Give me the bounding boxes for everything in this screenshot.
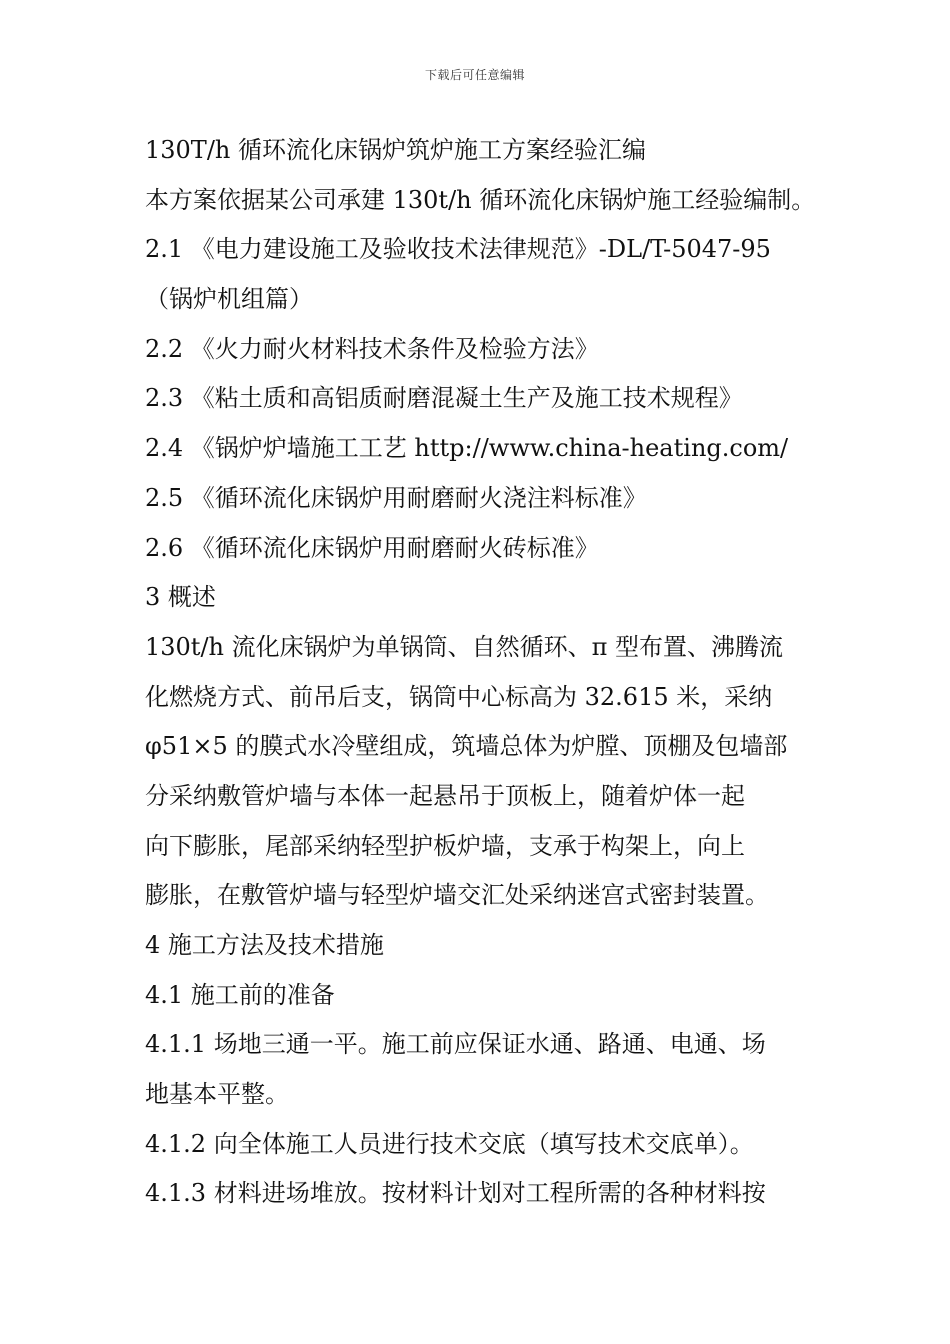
item-4-1-1: 4.1.1 场地三通一平。施工前应保证水通、路通、电通、场 bbox=[145, 1030, 766, 1059]
section-heading-3: 3 概述 bbox=[145, 583, 216, 612]
overview-paragraph-line: 分采纳敷管炉墙与本体一起悬吊于顶板上，随着炉体一起 bbox=[145, 781, 745, 810]
reference-2-2: 2.2 《火力耐火材料技术条件及检验方法》 bbox=[145, 334, 599, 363]
reference-2-4: 2.4 《锅炉炉墙施工工艺 http://www.china-heating.com/ bbox=[145, 434, 789, 463]
item-4-1-2: 4.1.2 向全体施工人员进行技术交底（填写技术交底单）。 bbox=[145, 1129, 754, 1158]
document-body bbox=[145, 126, 816, 1219]
item-4-1-1-continued: 地基本平整。 bbox=[145, 1080, 289, 1109]
reference-2-3: 2.3 《粘土质和高铝质耐磨混凝土生产及施工技术规程》 bbox=[145, 384, 743, 413]
overview-paragraph-line: 向下膨胀，尾部采纳轻型护板炉墙，支承于构架上，向上 bbox=[145, 831, 745, 860]
overview-paragraph-line: 130t/h 流化床锅炉为单锅筒、自然循环、π 型布置、沸腾流 bbox=[145, 632, 784, 661]
overview-paragraph-line: 膨胀，在敷管炉墙与轻型炉墙交汇处采纳迷宫式密封装置。 bbox=[145, 881, 769, 910]
page-header: 下载后可任意编辑 bbox=[424, 68, 525, 82]
reference-2-6: 2.6 《循环流化床锅炉用耐磨耐火砖标准》 bbox=[145, 533, 599, 562]
document-title: 130T/h 循环流化床锅炉筑炉施工方案经验汇编 bbox=[145, 136, 646, 164]
item-4-1-3: 4.1.3 材料进场堆放。按材料计划对工程所需的各种材料按 bbox=[145, 1179, 766, 1208]
reference-2-1: 2.1 《电力建设施工及验收技术法律规范》-DL/T-5047-95 bbox=[145, 235, 771, 264]
subsection-heading-4-1: 4.1 施工前的准备 bbox=[145, 980, 335, 1009]
reference-2-1-continued: （锅炉机组篇） bbox=[145, 285, 313, 314]
section-heading-4: 4 施工方法及技术措施 bbox=[145, 931, 384, 959]
overview-paragraph-line: φ51×5 的膜式水冷壁组成，筑墙总体为炉膛、顶棚及包墙部 bbox=[145, 732, 788, 761]
reference-2-5: 2.5 《循环流化床锅炉用耐磨耐火浇注料标准》 bbox=[145, 483, 647, 512]
intro-paragraph: 本方案依据某公司承建 130t/h 循环流化床锅炉施工经验编制。 bbox=[145, 185, 816, 214]
overview-paragraph-line: 化燃烧方式、前吊后支，锅筒中心标高为 32.615 米，采纳 bbox=[145, 682, 773, 711]
